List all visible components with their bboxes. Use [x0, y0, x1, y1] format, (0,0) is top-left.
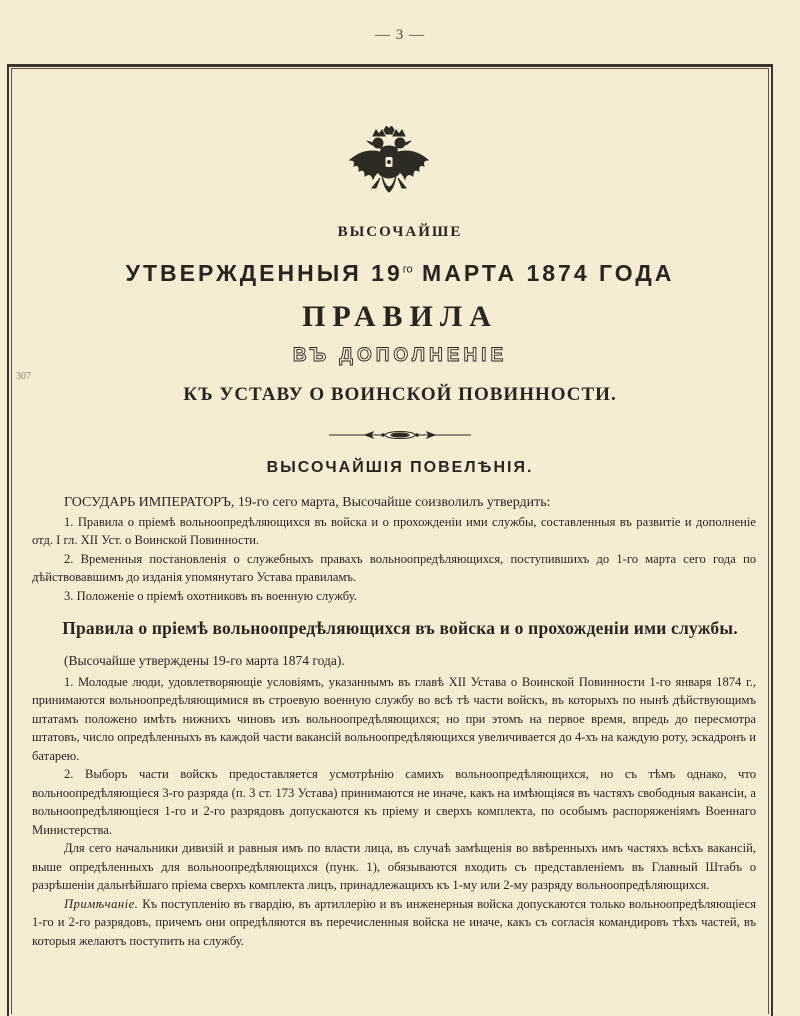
- rule-paragraph: Для сего начальники дивизій и равныя имъ по власти лица, въ случаѣ замѣщенія во ввѣренныхъ имъ частяхъ всѣхъ вакансій, выше опредѣленныхъ для вольноопредѣляющихся (пунк. 1), обязываются входить съ представленіемъ въ Главный Штабъ о разрѣшеніи дальнѣйшаго пріема сверхъ комплекта лицъ, принадлежащихъ къ 1-му или 2-му разряду вольноопредѣляющихся.: [32, 841, 756, 892]
- section-title: Правила о пріемѣ вольноопредѣляющихся въ войска и о прохожденіи ими службы.: [62, 618, 738, 638]
- page-number: — 3 —: [375, 27, 425, 43]
- approved-note: (Высочайше утверждены 19-го марта 1874 года).: [64, 653, 345, 668]
- heading-pravila: ПРАВИЛА: [302, 300, 498, 333]
- note-label: Примѣчаніе.: [64, 896, 139, 911]
- double-headed-eagle-icon: [346, 126, 432, 208]
- approved-prefix: УТВЕРЖДЕННЫЯ 19: [125, 260, 403, 286]
- heading-k-ustavu: КЪ УСТАВУ О ВОИНСКОЙ ПОВИННОСТИ.: [183, 384, 617, 405]
- approved-sup: го: [402, 263, 413, 276]
- intro-block: [32, 494, 756, 605]
- intro-item: 2. Временныя постановленія о служебныхъ правахъ вольноопредѣляющихся, поступившихъ до 1-го марта сего года по дѣйствовавшимъ до изданія упомянутаго Устава правиламъ.: [32, 551, 756, 584]
- intro-item: 1. Правила о пріемѣ вольноопредѣляющихся въ войска и о прохожденіи ими службы, составленныя въ развитіе и дополненіе отд. I гл. XII Уст. о Воинской Повинности.: [32, 514, 756, 547]
- heading-approved-date: [0, 260, 800, 287]
- intro-item: 3. Положеніе о пріемѣ охотниковъ въ военную службу.: [64, 588, 357, 603]
- ornament-divider-icon: [325, 428, 475, 442]
- rules-body: [32, 652, 756, 950]
- approved-suffix: МАРТА 1874 ГОДА: [412, 260, 675, 286]
- heading-v-dopolnenie: ВЪ ДОПОЛНЕНІЕ: [292, 345, 508, 366]
- intro-lead: ГОСУДАРЬ ИМПЕРАТОРЪ, 19-го сего марта, Высочайше соизволилъ утвердить:: [64, 495, 551, 510]
- margin-note: 307: [16, 371, 31, 382]
- note-paragraph: [32, 895, 756, 951]
- rule-paragraph: 2. Выборъ части войскъ предоставляется усмотрѣнію самихъ вольноопредѣляющихся, но съ тѣмъ однако, что вольноопредѣляющіеся 3-го разряда (п. 3 ст. 173 Устава) принимаются не иначе, какъ на имѣющіяся въ частяхъ свободныя вакансіи, а вольноопредѣляющіеся 1-го и 2-го разрядовъ допускаются къ пріему и сверхъ комплекта, по особымъ распоряженіямъ Военнаго Министерства.: [32, 767, 756, 837]
- rule-paragraph: 1. Молодые люди, удовлетворяющіе условіямъ, указаннымъ въ главѣ XII Устава о Воинской Повинности 1-го января 1874 г., принимаются вольноопредѣляющимися въ строевую военную службу во всѣ тѣ части войскъ, въ которыхъ по нынѣ дѣйствующимъ штатамъ положено имѣть нижнихъ чиновъ изъ вольноопредѣляющихся; но при этомъ на первое время, впредь до пересмотра штатовъ, число опредѣленныхъ въ каждой части вакансій вольноопредѣляющихся увеличивается до 4-хъ на каждую роту, эскадронъ и батарею.: [32, 674, 756, 763]
- heading-vysochaishe: ВЫСОЧАЙШЕ: [337, 224, 463, 240]
- heading-commands: ВЫСОЧАЙШІЯ ПОВЕЛѢНІЯ.: [266, 459, 534, 476]
- note-text: Къ поступленію въ гвардію, въ артиллерію и въ инженерныя войска допускаются только вольноопредѣляющіеся 1-го и 2-го разрядовъ, причемъ они опредѣляются въ перечисленныя войска не иначе, какъ съ согласія командировъ тѣхъ частей, въ которыя желаютъ поступить на службу.: [32, 896, 756, 948]
